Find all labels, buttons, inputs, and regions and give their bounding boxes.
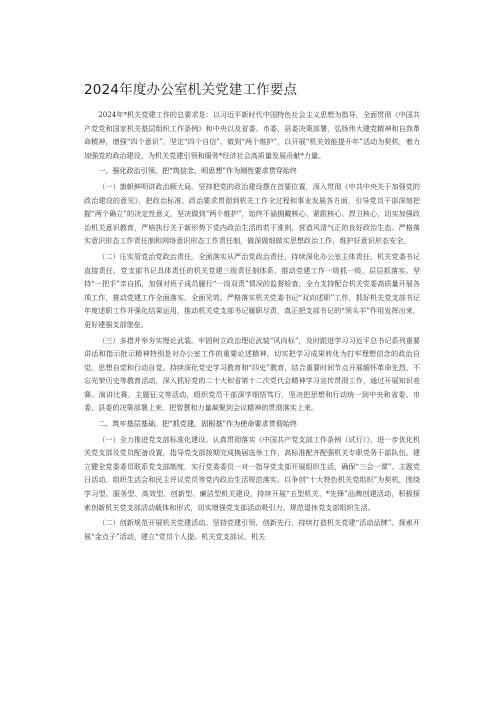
section1-paragraph-3: （三）多措并举夯实理论武装。牢固树立政治理论武装“风向标”，及时跟进学习习近平总书记系列重要讲话和指示批示精神特别是对办公室工作的重要论述精神，切实把学习成果转化为打牢理想信念的政治自觉、思想自觉和行动自觉。持续深化党史学习教育和“四史”教育，结合重要时间节点开展缅怀革命先烈、不忘光荣历史等教育活动，深入抓好党的二十大和省第十二次党代会精神学习宣传贯彻工作，通过开展知识竞赛、演讲比赛、主题征文等活动，组织党员干部深学细悟笃行，坚决把思想和行动统一到中央和省委、市委、县委的决策部署上来，把智慧和力量凝聚到会议精神的贯彻落实上来。 xyxy=(84,335,420,413)
page-title: 2024年度办公室机关党建工作要点 xyxy=(84,82,298,98)
document-page xyxy=(84,78,420,545)
section2-paragraph-1: （一）全力推进党支部标准化建设。认真贯彻落实《中国共产党支部工作条例（试行）》，进一步优化机关党支部及党员配备设置，指导党支部按期完成换届选举工作，高标准配齐配强机关专职党务干部队伍。建立健全党委委员联系党支部制度，实行党委委员一对一指导党支部开展组织生活，确保“三会一课”、主题党日活动、组织生活会和民主评议党员等党内政治生活规范落实。以争创“十大特色机关党组织”为契机，围绕学习型、服务型、高效型、创新型、廉洁型机关建设，持续开展“五型机关、*先锋”品牌创建活动，积极探索创新机关党支部活动载体和形式，切实增强党支部活动吸引力。规范退休党支部组织生活。 xyxy=(84,434,420,512)
section1-paragraph-2: （二）压实管党治党政治责任。全面落实从严治党政治责任，持续深化办公室主体责任、机关党委书记直接责任、党支部书记具体责任的机关党建三级责任制体系，推动党建工作一级抓一级、层层抓落实。坚持“一把手”亲自抓，加强对班子成员履行“一岗双责”情况的监督检查，全力支持配合机关党委高质量开展各项工作，推动党建工作全面落实、全面见效。严格落实机关党委书记“双向述职”工作，抓好机关党支部书记年度述职工作并强化结果运用，推动机关党支部书记履职尽责，真正把支部书记的“领头羊”作用发挥出来，更好建强支部堡垒。 xyxy=(84,251,420,329)
section2-paragraph-2: （二）创新规范开展机关党建活动。坚持党建引领、创新先行，持续打造机关党建“活动品牌”。探索开展“金点子”活动，建立“党员个人提、机关党支部议、机关 xyxy=(84,518,420,541)
section-heading-1: 一、强化政治引领，把“筑信念、明思想”作为刚性要求贯穿始终 xyxy=(98,166,297,176)
section-heading-2: 二、筑牢基层基础，把“抓党建、固根基”作为使命要求贯彻始终 xyxy=(98,419,297,429)
intro-paragraph: 2024年*机关党建工作的总要求是：以习近平新时代中国特色社会主义思想为指导，全面贯彻《中国共产党党和国家机关基层组织工作条例》和中央以及省委、市委、县委决策部署，弘扬伟大建党精神和自我革命精神，增强“四个意识”、坚定“四个自信”、做到“两个维护”，以开展“机关效能提升年”活动为契机，着力加强党的政治建设，为机关党建引领和服务*经济社会高质量发展贡献*力量。 xyxy=(84,110,420,160)
section1-paragraph-1: （一）旗帜鲜明讲政治顾大局。坚持把党的政治建设摆在首要位置，深入贯彻《中共中央关于加强党的政治建设的意见》，把政治标准、政治要求贯彻到机关工作全过程和事业发展各方面，引导党员干部深刻把握“两个确立”的决定性意义，坚决做到“两个维护”，始终不渝拥戴核心、紧跟核心、捍卫核心，切实加强政治机关意识教育，严格执行关于新形势下党内政治生活的若干准则，营造风清气正的良好政治生态。严格落实意识形态工作责任制和网络意识形态工作责任制，做深做细做实思想政治工作，维护好意识形态安全。 xyxy=(84,181,420,246)
